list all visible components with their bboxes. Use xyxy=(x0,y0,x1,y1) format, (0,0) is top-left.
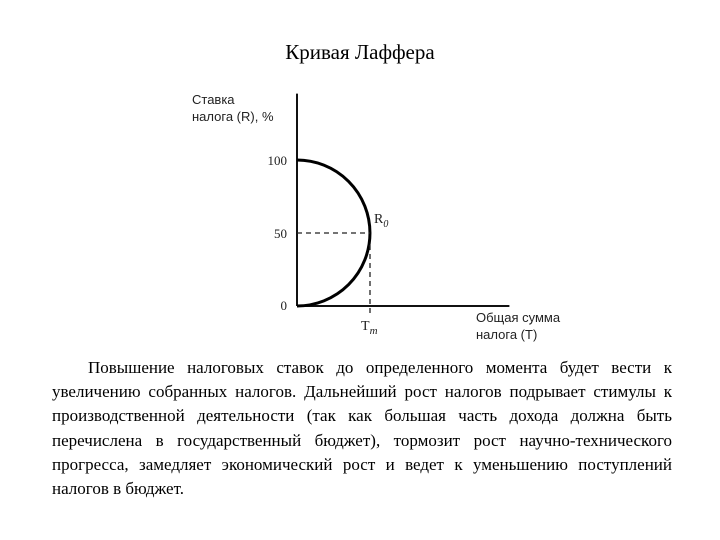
y-axis-label-line1: Ставка xyxy=(192,92,235,107)
tm-label: $T_m$ xyxy=(361,319,378,337)
x-axis-label-line2: налога (T) xyxy=(476,327,538,342)
chart-title: Кривая Лаффера xyxy=(285,40,435,64)
y-axis-label-line2: налога (R), % xyxy=(192,109,274,124)
y-tick-label: 50 xyxy=(274,226,287,241)
y-tick-label: 0 xyxy=(280,298,287,313)
paragraph-text: Повышение налоговых ставок до определенного момента будет вести к увеличению собранных налогов. Дальнейший рост налогов подрывает стимулы к производственной деятельности (так как большая часть дохода должна быть перечислена в государственный бюджет), тормозит рост научно-технического прогресса, замедляет экономический рост и ведет к уменьшению поступлений налогов в бюджет. xyxy=(52,358,672,499)
peak-label: $R_0$ xyxy=(374,212,389,230)
body-paragraph xyxy=(52,356,672,501)
y-tick-label: 100 xyxy=(267,153,287,168)
x-axis-label-line1: Общая сумма xyxy=(476,310,561,325)
y-ticks xyxy=(268,153,288,313)
